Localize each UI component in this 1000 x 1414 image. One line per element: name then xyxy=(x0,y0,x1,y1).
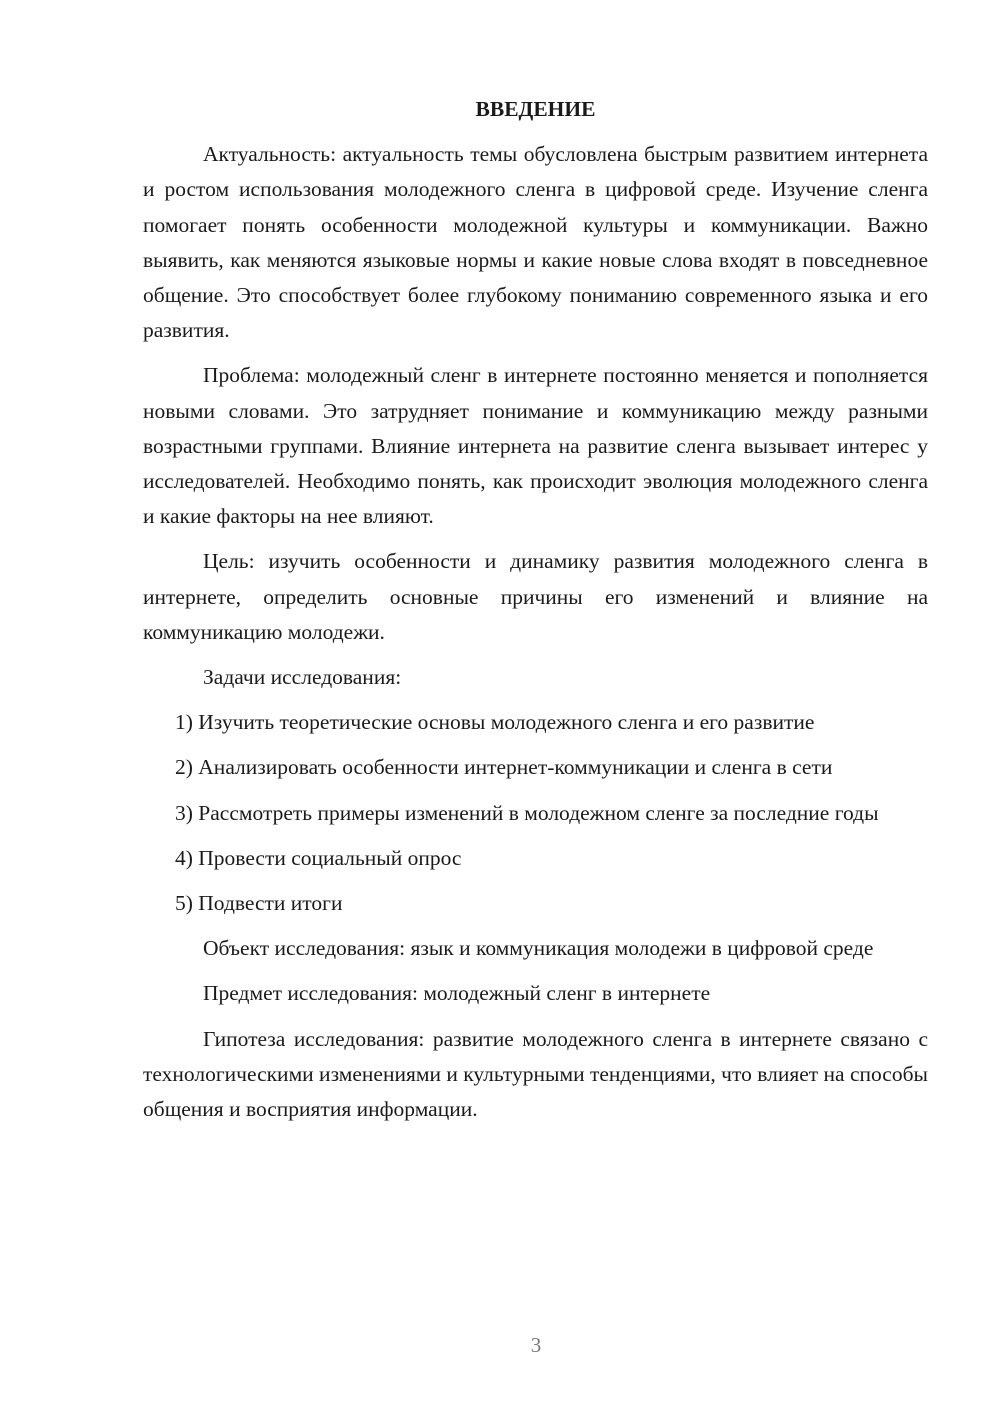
task-item: 5) Подвести итоги xyxy=(175,891,343,916)
document-page xyxy=(143,92,928,1137)
problem-paragraph: Проблема: молодежный сленг в интернете постоянно меняется и пополняется новыми словами. Это затрудняет понимание и коммуникацию между разными возрастными группами. Влияние интернета на развитие сленга вызывает интерес у исследователей. Необходимо понять, как происходит эволюция молодежного сленга и какие факторы на нее влияют. xyxy=(143,363,928,529)
tasks-heading: Задачи исследования: xyxy=(203,665,402,690)
subject-paragraph: Предмет исследования: молодежный сленг в интернете xyxy=(203,981,711,1006)
page-title: ВВЕДЕНИЕ xyxy=(475,97,596,121)
task-item: 4) Провести социальный опрос xyxy=(175,845,462,870)
task-item: 3) Рассмотреть примеры изменений в молодежном сленге за последние годы xyxy=(175,800,879,825)
object-paragraph: Объект исследования: язык и коммуникация молодежи в цифровой среде xyxy=(203,936,874,961)
task-item: 1) Изучить теоретические основы молодежного сленга и его развитие xyxy=(175,710,815,735)
hypothesis-paragraph: Гипотеза исследования: развитие молодежного сленга в интернете связано с технологическими изменениями и культурными тенденциями, что влияет на способы общения и восприятия информации. xyxy=(143,1026,928,1122)
goal-paragraph: Цель: изучить особенности и динамику развития молодежного сленга в интернете, определить основные причины его изменений и влияние на коммуникацию молодежи. xyxy=(143,549,928,644)
relevance-paragraph: Актуальность: актуальность темы обусловлена быстрым развитием интернета и ростом использования молодежного сленга в цифровой среде. Изучение сленга помогает понять особенности молодежной культуры и коммуникации. Важно выявить, как меняются языковые нормы и какие новые слова входят в повседневное общение. Это способствует более глубокому пониманию современного языка и его развития. xyxy=(143,142,928,343)
page-number: 3 xyxy=(530,1333,542,1357)
task-item: 2) Анализировать особенности интернет-коммуникации и сленга в сети xyxy=(175,755,833,780)
